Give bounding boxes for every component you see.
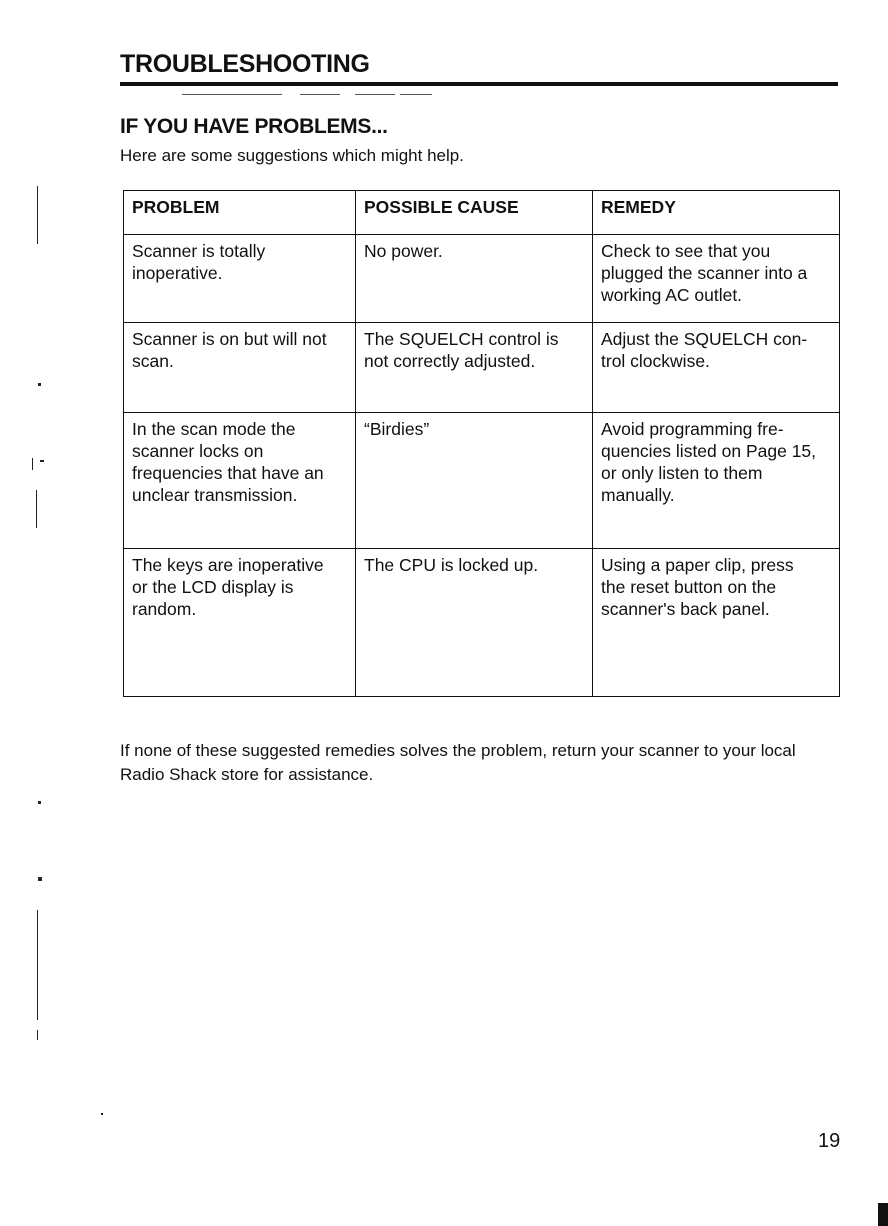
scan-artifact-corner <box>878 1203 888 1226</box>
cause-cell: No power. <box>356 235 593 323</box>
scan-artifact-line <box>36 490 37 528</box>
troubleshooting-table <box>123 190 840 697</box>
table-row <box>124 323 840 413</box>
page-number: 19 <box>818 1130 841 1152</box>
faint-rule-segment <box>355 94 395 95</box>
cause-cell: “Birdies” <box>356 413 593 549</box>
footer-note: If none of these suggested remedies solves the problem, return your scanner to your local Radio Shack store for assistance. <box>120 741 796 784</box>
remedy-cell: Check to see that you plugged the scanner into a working AC outlet. <box>593 235 840 323</box>
problem-cell: Scanner is totally inoperative. <box>124 235 356 323</box>
table-row <box>124 549 840 697</box>
scan-artifact-dot <box>38 877 42 881</box>
table-row <box>124 413 840 549</box>
problem-cell: In the scan mode the scanner locks on frequencies that have an unclear transmission. <box>124 413 356 549</box>
cause-cell: The CPU is locked up. <box>356 549 593 697</box>
scan-artifact-line <box>37 910 38 1020</box>
scan-artifact-line <box>37 1030 38 1040</box>
column-header-possible-cause: POSSIBLE CAUSE <box>356 191 593 235</box>
page-title: TROUBLESHOOTING <box>120 50 370 78</box>
scan-artifact-dot <box>101 1113 103 1115</box>
column-header-problem: PROBLEM <box>124 191 356 235</box>
column-header-remedy: REMEDY <box>593 191 840 235</box>
remedy-cell: Adjust the SQUELCH con- trol clockwise. <box>593 323 840 413</box>
remedy-cell: Using a paper clip, press the reset button on the scanner's back panel. <box>593 549 840 697</box>
table-row <box>124 235 840 323</box>
problem-cell: The keys are inoperative or the LCD display is random. <box>124 549 356 697</box>
faint-rule-segment <box>182 94 282 95</box>
title-underline <box>120 82 838 86</box>
remedy-cell: Avoid programming fre- quencies listed on Page 15, or only listen to them manually. <box>593 413 840 549</box>
scan-artifact-dot <box>40 460 44 462</box>
cause-cell: The SQUELCH control is not correctly adjusted. <box>356 323 593 413</box>
scan-artifact-line <box>37 186 38 244</box>
scan-artifact-dot <box>38 801 41 804</box>
table-header-row <box>124 191 840 235</box>
scan-artifact-dot <box>38 383 41 386</box>
problem-cell: Scanner is on but will not scan. <box>124 323 356 413</box>
scan-artifact-line <box>32 458 33 470</box>
section-intro: Here are some suggestions which might help. <box>120 146 464 165</box>
faint-rule-segment <box>300 94 340 95</box>
section-heading: IF YOU HAVE PROBLEMS... <box>120 115 388 138</box>
faint-rule-segment <box>400 94 432 95</box>
